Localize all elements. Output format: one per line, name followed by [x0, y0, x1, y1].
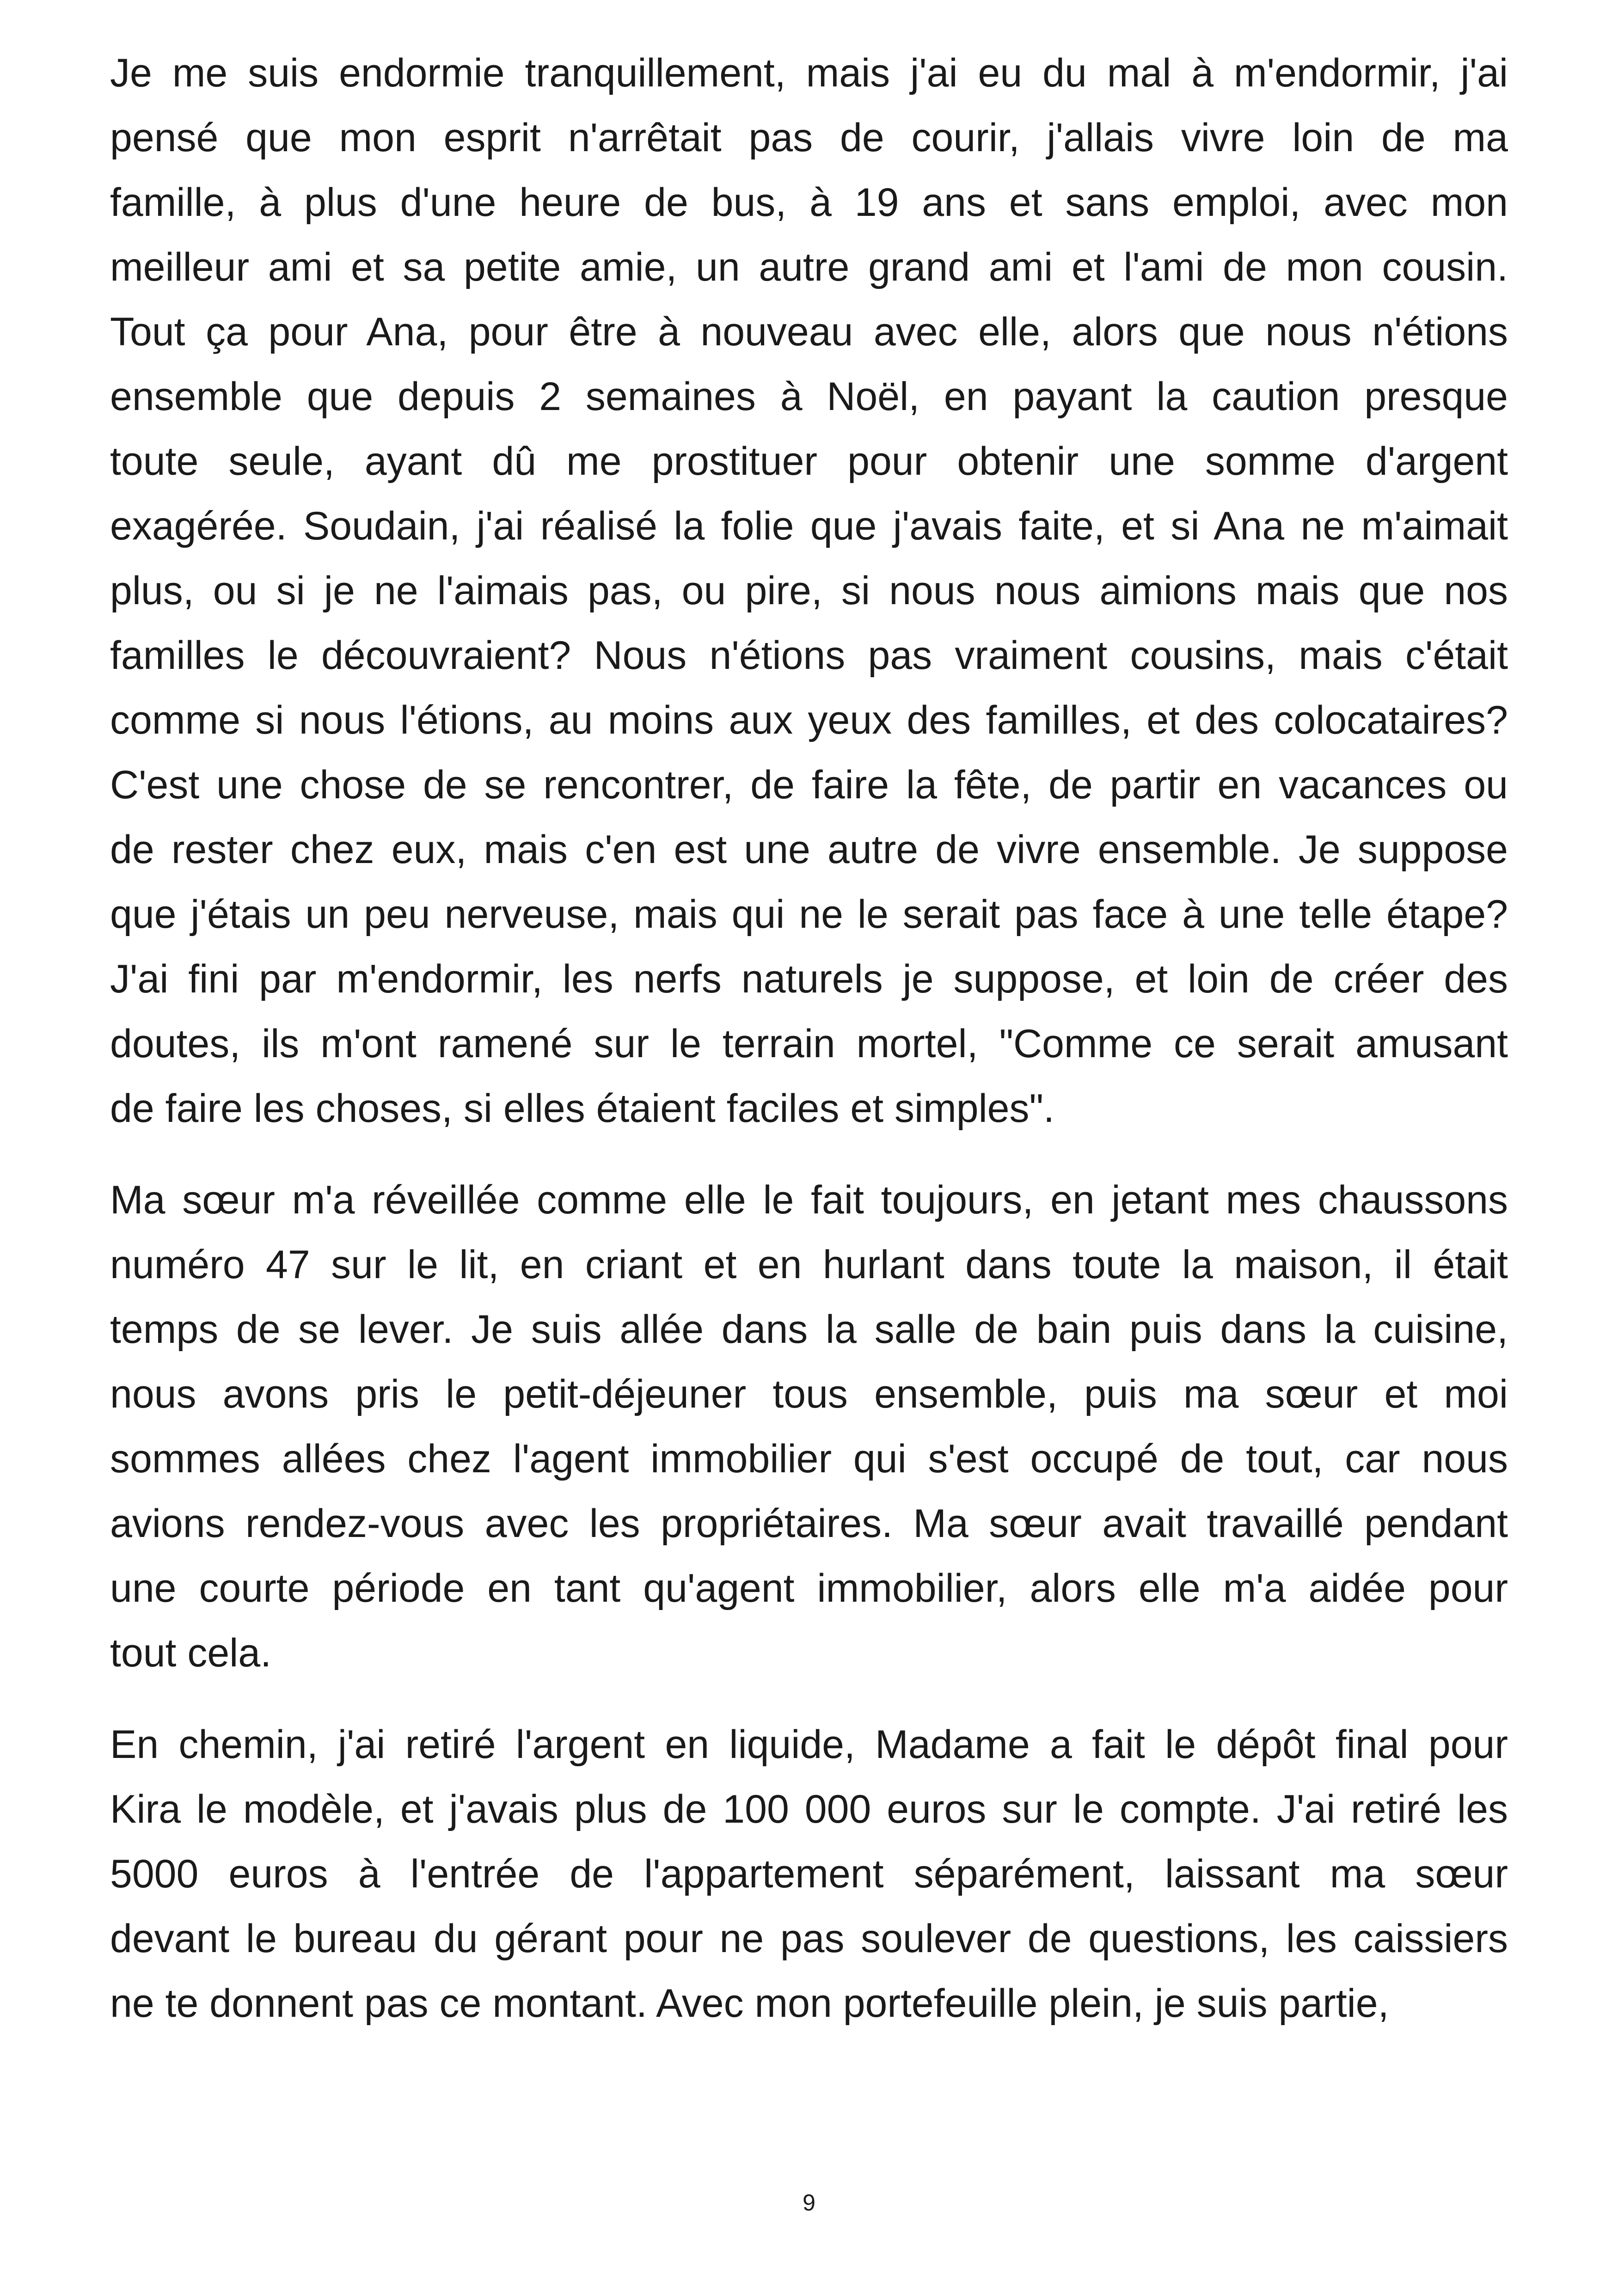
text-line: Kira le modèle, et j'avais plus de 100 000 euros sur le compte. J'ai retiré les	[110, 1787, 1508, 1831]
text-line: avions rendez-vous avec les propriétaires. Ma sœur avait travaillé pendant	[110, 1501, 1508, 1546]
text-line: numéro 47 sur le lit, en criant et en hurlant dans toute la maison, il était	[110, 1243, 1508, 1287]
paragraph	[110, 1168, 1508, 1685]
text-line: doutes, ils m'ont ramené sur le terrain mortel, "Comme ce serait amusant	[110, 1022, 1508, 1066]
text-line: Je me suis endormie tranquillement, mais j'ai eu du mal à m'endormir, j'ai	[110, 51, 1508, 95]
paragraph	[110, 1712, 1508, 2036]
text-line: nous avons pris le petit-déjeuner tous ensemble, puis ma sœur et moi	[110, 1372, 1508, 1416]
text-line: meilleur ami et sa petite amie, un autre grand ami et l'ami de mon cousin.	[110, 245, 1508, 289]
text-line: En chemin, j'ai retiré l'argent en liquide, Madame a fait le dépôt final pour	[110, 1722, 1508, 1767]
text-line: de faire les choses, si elles étaient faciles et simples".	[110, 1086, 1054, 1131]
text-line: 5000 euros à l'entrée de l'appartement séparément, laissant ma sœur	[110, 1852, 1508, 1896]
text-line: exagérée. Soudain, j'ai réalisé la folie que j'avais faite, et si Ana ne m'aimait	[110, 504, 1508, 548]
text-line: J'ai fini par m'endormir, les nerfs naturels je suppose, et loin de créer des	[110, 957, 1508, 1001]
paragraph	[110, 41, 1508, 1141]
text-line: Tout ça pour Ana, pour être à nouveau avec elle, alors que nous n'étions	[110, 310, 1508, 354]
text-line: devant le bureau du gérant pour ne pas soulever de questions, les caissiers	[110, 1916, 1508, 1961]
text-line: une courte période en tant qu'agent immobilier, alors elle m'a aidée pour	[110, 1566, 1508, 1610]
text-line: ne te donnent pas ce montant. Avec mon portefeuille plein, je suis partie,	[110, 1981, 1389, 2026]
text-line: famille, à plus d'une heure de bus, à 19 ans et sans emploi, avec mon	[110, 180, 1508, 225]
text-line: tout cela.	[110, 1631, 271, 1675]
body-text	[110, 41, 1508, 2063]
text-line: ensemble que depuis 2 semaines à Noël, en payant la caution presque	[110, 374, 1508, 419]
page-number: 9	[803, 2190, 815, 2216]
text-line: familles le découvraient? Nous n'étions pas vraiment cousins, mais c'était	[110, 633, 1508, 678]
text-line: Ma sœur m'a réveillée comme elle le fait toujours, en jetant mes chaussons	[110, 1178, 1508, 1222]
text-line: temps de se lever. Je suis allée dans la salle de bain puis dans la cuisine,	[110, 1307, 1508, 1352]
text-line: toute seule, ayant dû me prostituer pour obtenir une somme d'argent	[110, 439, 1508, 484]
text-line: C'est une chose de se rencontrer, de faire la fête, de partir en vacances ou	[110, 763, 1508, 807]
text-line: pensé que mon esprit n'arrêtait pas de courir, j'allais vivre loin de ma	[110, 116, 1508, 160]
text-line: comme si nous l'étions, au moins aux yeux des familles, et des colocataires?	[110, 698, 1508, 742]
text-line: de rester chez eux, mais c'en est une autre de vivre ensemble. Je suppose	[110, 827, 1508, 872]
text-line: sommes allées chez l'agent immobilier qui s'est occupé de tout, car nous	[110, 1437, 1508, 1481]
text-line: que j'étais un peu nerveuse, mais qui ne le serait pas face à une telle étape?	[110, 892, 1508, 937]
text-line: plus, ou si je ne l'aimais pas, ou pire, si nous nous aimions mais que nos	[110, 569, 1508, 613]
